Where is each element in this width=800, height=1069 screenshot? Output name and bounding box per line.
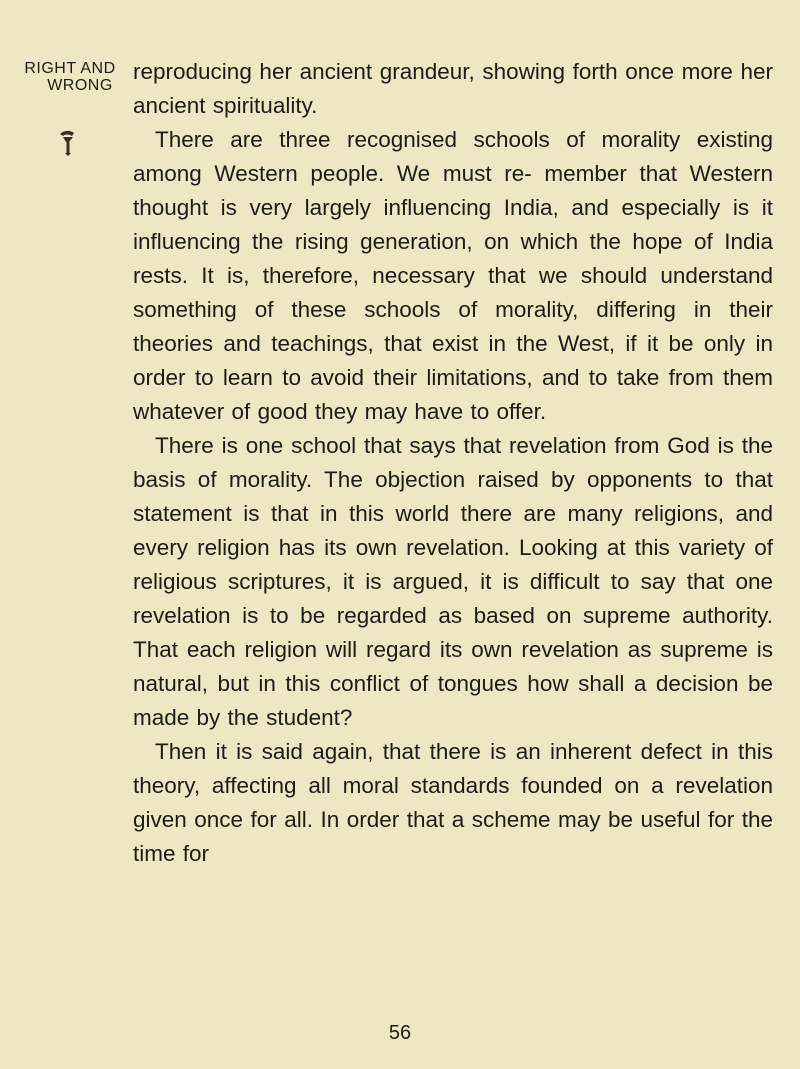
- paragraph-inherent-defect: Then it is said again, that there is an inherent defect in this theory, affecting all moral standards founded on a revelation given once for all. In order that a scheme may be useful for the time for: [133, 739, 773, 866]
- paragraph-schools-of-morality: There are three recognised schools of morality existing among Western people. We must re- member that Western thought is very largely influencing India, and especially is it influencing the rising generation, on which the hope of India rests. It is, therefore, necessary that we should understand something of these schools of morality, differing in their theories and teachings, that exist in the West, if it be only in order to learn to avoid their limitations, and to take from them whatever of good they may have to offer.: [133, 127, 773, 424]
- running-head-line-2: WRONG: [47, 77, 113, 94]
- page-number: 56: [388, 1022, 412, 1044]
- hand-pointer-icon: [56, 128, 80, 156]
- body-text: [133, 55, 773, 871]
- running-head: [6, 60, 134, 94]
- paragraph-continuation: reproducing her ancient grandeur, showing forth once more her ancient spirituality.: [133, 59, 773, 118]
- running-head-line-1: RIGHT AND: [24, 60, 116, 77]
- paragraph-revelation-school: There is one school that says that revelation from God is the basis of morality. The objection raised by opponents to that statement is that in this world there are many religions, and every religion has its own revelation. Looking at this variety of religious scriptures, it is argued, it is difficult to say that one revelation is to be regarded as based on supreme authority. That each religion will regard its own revelation as supreme is natural, but in this conflict of tongues how shall a decision be made by the student?: [133, 433, 773, 730]
